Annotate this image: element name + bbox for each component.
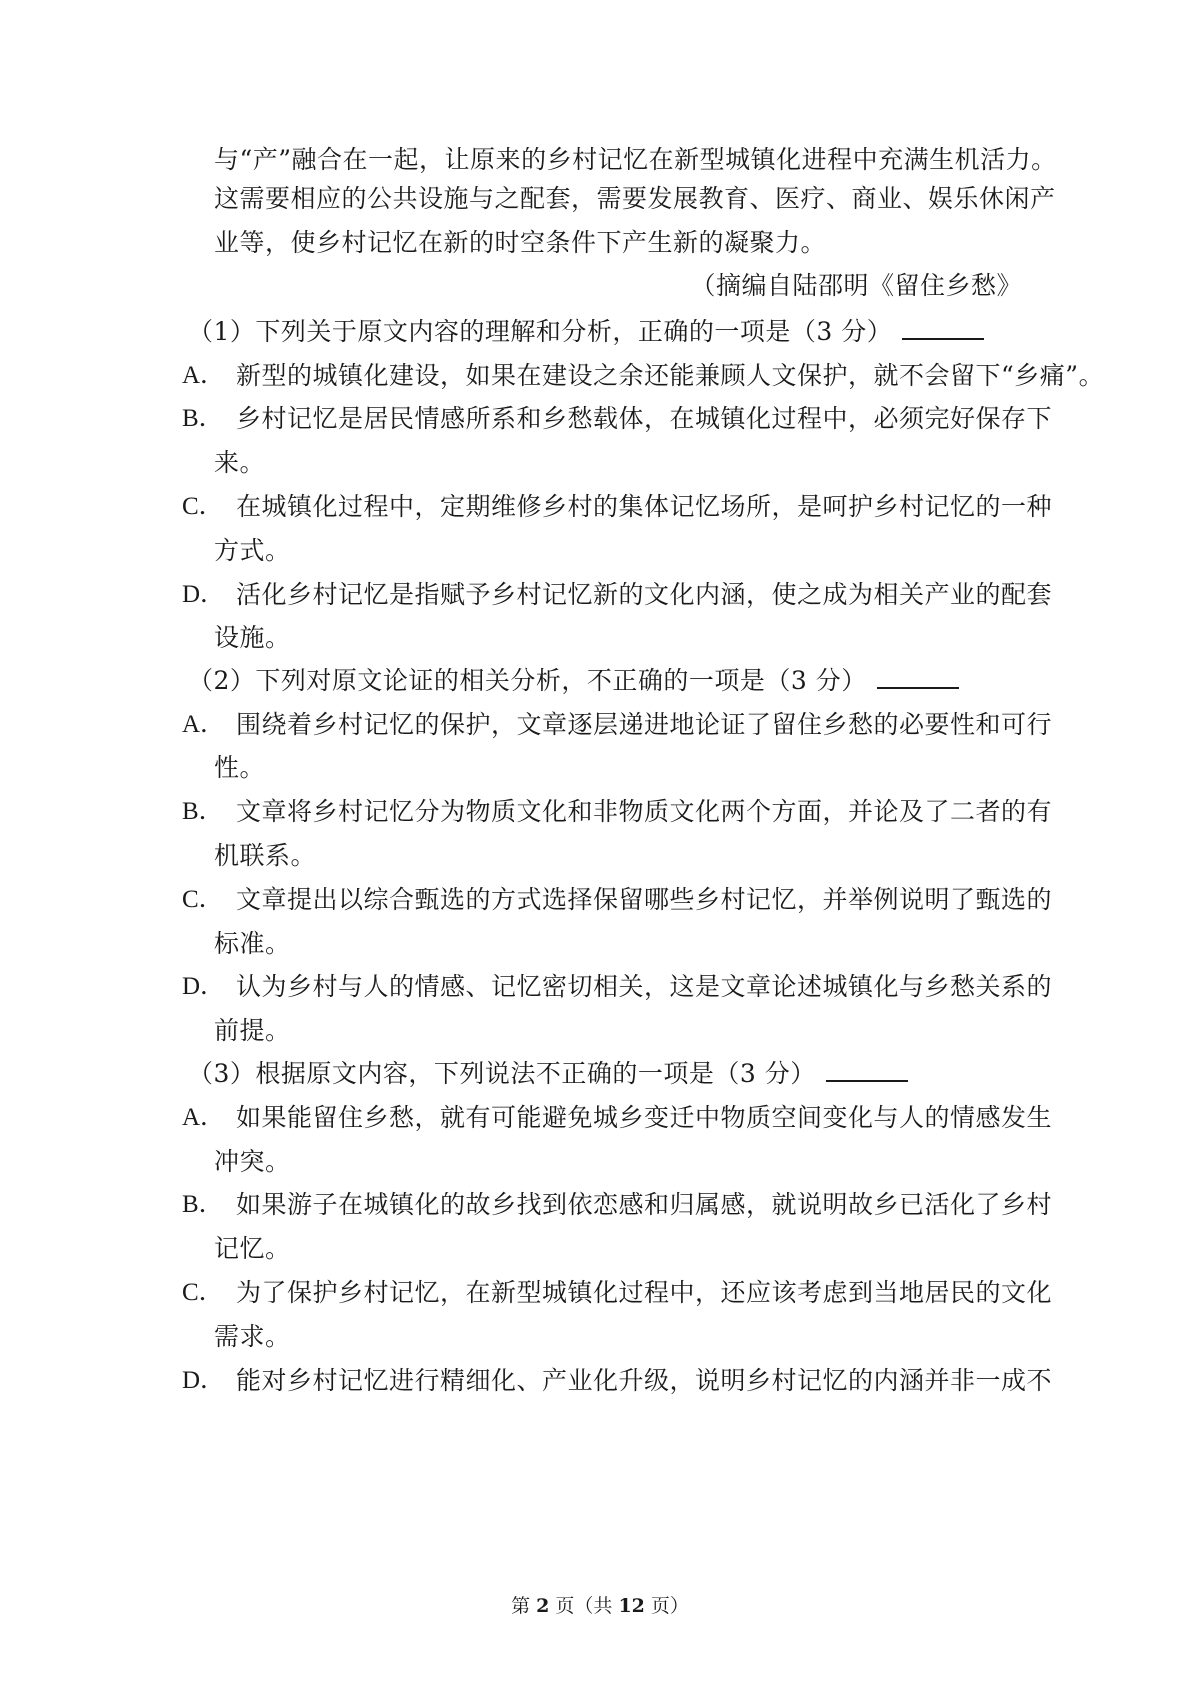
question-2-stem-text: （2）下列对原文论证的相关分析，不正确的一项是（3 分） — [188, 666, 867, 695]
passage-line-1: 与“产”融合在一起，让原来的乡村记忆在新型城镇化进程中充满生机活力。 — [214, 145, 1057, 174]
q3-option-b-text-cont: 记忆。 — [214, 1234, 291, 1263]
q3-option-a-letter: A． — [182, 1104, 226, 1131]
question-1-stem-text: （1）下列关于原文内容的理解和分析，正确的一项是（3 分） — [188, 317, 893, 346]
q3-option-a-text: 如果能留住乡愁，就有可能避免城乡变迁中物质空间变化与人的情感发生 — [236, 1103, 1053, 1132]
q1-option-d-letter: D． — [182, 581, 226, 608]
q2-option-d-text: 认为乡村与人的情感、记忆密切相关，这是文章论述城镇化与乡愁关系的 — [236, 972, 1053, 1001]
q2-option-b-letter: B． — [182, 798, 224, 825]
answer-blank-3[interactable] — [826, 1058, 908, 1082]
footer-suffix: 页） — [644, 1595, 689, 1617]
footer-middle: 页（共 — [549, 1595, 619, 1617]
q2-option-a-text-cont: 性。 — [214, 753, 266, 782]
q1-option-b-text-cont: 来。 — [214, 448, 266, 477]
q1-option-d-text: 活化乡村记忆是指赋予乡村记忆新的文化内涵，使之成为相关产业的配套 — [236, 580, 1053, 609]
q3-option-c-letter: C． — [182, 1279, 224, 1306]
question-3-stem-text: （3）根据原文内容，下列说法不正确的一项是（3 分） — [188, 1059, 816, 1088]
answer-blank-2[interactable] — [877, 665, 959, 689]
q2-option-c-letter: C． — [182, 886, 224, 913]
q1-option-c-text: 在城镇化过程中，定期维修乡村的集体记忆场所，是呵护乡村记忆的一种 — [236, 492, 1053, 521]
q3-option-d-letter: D． — [182, 1367, 226, 1394]
question-3-stem — [188, 1057, 908, 1091]
footer-page-number: 2 — [536, 1595, 550, 1617]
passage-source: （摘编自陆邵明《留住乡愁》 — [690, 271, 1022, 300]
answer-blank-1[interactable] — [902, 316, 984, 340]
q1-option-c-text-cont: 方式。 — [214, 536, 291, 565]
q2-option-d-text-cont: 前提。 — [214, 1016, 291, 1045]
footer-total-pages: 12 — [618, 1595, 645, 1617]
q2-option-a-letter: A． — [182, 711, 226, 738]
footer-prefix: 第 — [511, 1595, 537, 1617]
q1-option-a-letter: A． — [182, 362, 226, 389]
q3-option-c-text-cont: 需求。 — [214, 1322, 291, 1351]
q2-option-c-text: 文章提出以综合甄选的方式选择保留哪些乡村记忆，并举例说明了甄选的 — [236, 885, 1053, 914]
q3-option-d-text: 能对乡村记忆进行精细化、产业化升级，说明乡村记忆的内涵并非一成不 — [236, 1366, 1053, 1395]
page-footer — [0, 1593, 1200, 1619]
q2-option-c-text-cont: 标准。 — [214, 929, 291, 958]
q2-option-b-text-cont: 机联系。 — [214, 841, 317, 870]
question-2-stem — [188, 664, 959, 698]
q2-option-b-text: 文章将乡村记忆分为物质文化和非物质文化两个方面，并论及了二者的有 — [236, 797, 1053, 826]
q1-option-a-text: 新型的城镇化建设，如果在建设之余还能兼顾人文保护，就不会留下“乡痛”。 — [236, 361, 1105, 390]
q2-option-a-text: 围绕着乡村记忆的保护，文章逐层递进地论证了留住乡愁的必要性和可行 — [236, 710, 1053, 739]
q1-option-b-letter: B． — [182, 405, 224, 432]
q3-option-b-letter: B． — [182, 1191, 224, 1218]
q3-option-b-text: 如果游子在城镇化的故乡找到依恋感和归属感，就说明故乡已活化了乡村 — [236, 1190, 1053, 1219]
q1-option-d-text-cont: 设施。 — [214, 623, 291, 652]
q3-option-a-text-cont: 冲突。 — [214, 1147, 291, 1176]
q1-option-c-letter: C． — [182, 493, 224, 520]
question-1-stem — [188, 315, 984, 349]
q1-option-b-text: 乡村记忆是居民情感所系和乡愁载体，在城镇化过程中，必须完好保存下 — [236, 404, 1053, 433]
passage-line-2: 这需要相应的公共设施与之配套，需要发展教育、医疗、商业、娱乐休闲产 — [214, 184, 1056, 213]
q2-option-d-letter: D． — [182, 973, 226, 1000]
q3-option-c-text: 为了保护乡村记忆，在新型城镇化过程中，还应该考虑到当地居民的文化 — [236, 1278, 1053, 1307]
passage-line-3: 业等，使乡村记忆在新的时空条件下产生新的凝聚力。 — [214, 228, 827, 257]
